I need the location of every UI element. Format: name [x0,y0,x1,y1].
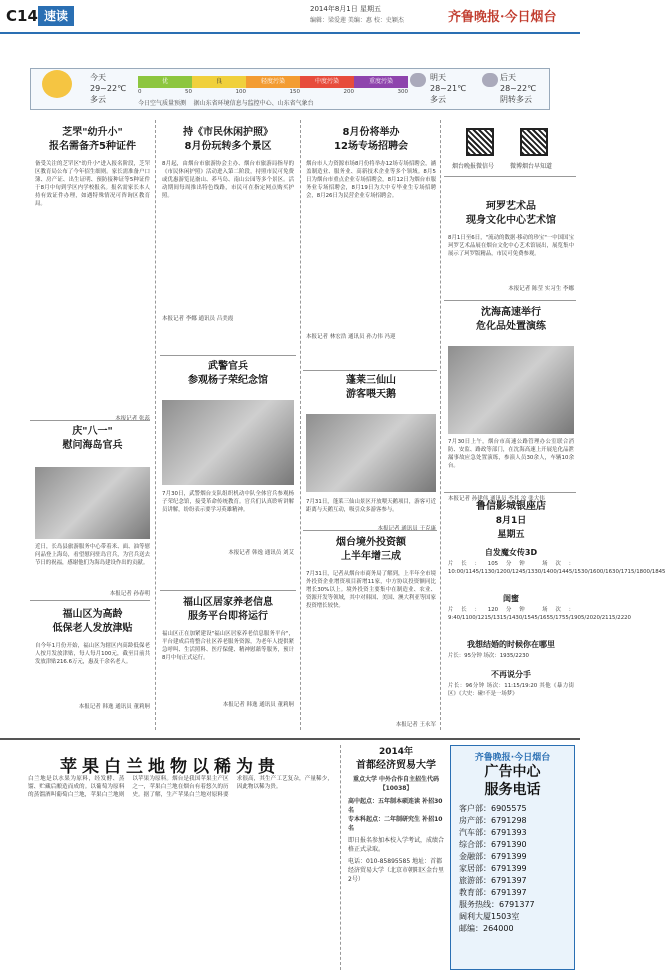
ad-phone-line: 金融部：6791399 [459,852,527,861]
article-divider [444,176,576,177]
cloud-icon [482,73,498,87]
ad-phone-line: 综合部：6791390 [459,840,527,849]
aq-note: 今日空气质量预测 据山东省环境信息与监控中心、山东省气象台 [138,100,314,107]
article-armed-police [162,360,294,556]
ad-tag: 齐鲁晚报·今日烟台 [474,753,551,763]
article-divider [444,300,576,301]
movie-title: 自发魔女传3D [484,548,538,557]
article-title: 福山区居家养老信息 [183,597,273,608]
aq-scale [138,76,408,88]
soldiers-photo [35,467,150,539]
masthead-brand: 齐鲁晚报·今日烟台 [448,10,557,25]
college-point: 高中起点：五年制本硕连读 补招30名 [348,798,443,814]
wechat-qr-icon [466,128,494,156]
weibo-qr-icon [520,128,548,156]
article-title: 芝罘"幼升小" [62,127,123,138]
movie-title: 不再说分手 [491,670,531,679]
article-body: 7月31日，蓬莱三仙山景区开放喂天鹅项目，游客可近距离与天鹅互动，吸引众多游客参与。 [306,499,436,513]
article-title: 福山区为高龄 [62,609,123,620]
article-subtitle: 游客喂天鹅 [346,389,396,400]
article-subtitle: 8月份玩转多个景区 [184,141,272,152]
article-byline: 本报记者 韩逸 通讯员 董莉舸 [222,702,294,708]
article-byline: 本报记者 林宏浩 通讯员 孙力伟 冯迎 [306,334,396,340]
weather-day-after: 后天 28~22℃ 阴转多云 [500,73,537,104]
aq-level-excellent: 优 [138,76,192,88]
today-temp: 29~22℃ [90,84,127,93]
article-byline: 本报记者 李娜 通讯员 吕美霞 [162,316,234,322]
article-subtitle: 低保老人发放津贴 [52,623,133,634]
article-expressway-drill [448,306,574,502]
article-divider [160,355,296,356]
article-leisure-passport [162,126,294,322]
article-subtitle: 上半年增三成 [341,551,401,562]
ad-subtitle: 服务电话 [484,782,541,798]
article-body: 8月起，由烟台市旅游协会主办、烟台市旅游局指导的《市民休闲护照》活动进入第二阶段，持照市民可免费或优惠游览昆嵛山、养马岛、南山公园等多个景区。活动期间每周推出特色线路，市民可在指定网点购买护照。 [162,161,294,199]
article-subtitle: 服务平台即将运行 [188,611,268,622]
aq-level-good: 良 [192,76,246,88]
cloud-icon [410,73,426,87]
article-divider [160,590,296,591]
article-divider [30,600,150,601]
article-subtitle: 报名需备齐5种证件 [49,141,136,152]
cinema-title: 鲁信影城银座店 [476,501,546,512]
college-name: 首都经济贸易大学 [356,760,436,771]
movie-showtimes: 片长：120分钟 场次：9:40/1100/1215/1315/1430/1545/1655/1755/1905/2020/2115/2220 [448,607,631,621]
movie-title: 闺蜜 [503,594,519,603]
ad-phone-line: 旅游部：6791397 [459,876,527,885]
college-intro: 重点大学 中外合作自主招生代码【10038】 [352,776,440,792]
article-body: 8月1日至6日，"流动的数据·移动的珍宝"一中国国宝珂罗艺术品展在烟台文化中心艺术馆展出，展览集中展示了珂罗版精品，市民可免费参观。 [448,235,574,257]
movie-showtimes: 片长：105分钟 场次：10:00/1145/1130/1200/1245/1330/1400/1445/1530/1600/1630/1715/1800/1845 [448,561,666,575]
article-byline: 本报记者 陈莹 实习生 李娜 [508,286,574,292]
article-byline: 本报记者 韩逸 通讯员 董莉舸 [78,704,150,710]
cinema-weekday: 星期五 [497,530,525,540]
article-fushan-platform [162,596,294,708]
movie-title: 我想结婚的时候你在哪里 [467,640,555,649]
section-label: 速读 [38,6,74,26]
aq-level-light: 轻度污染 [246,76,300,88]
article-subtitle: 现身文化中心艺术馆 [466,215,556,226]
article-title: 烟台境外投资额 [336,537,406,548]
ad-address: 阔利大厦1503室 [459,912,520,921]
movie-showtimes: 片长：95分钟 场次：1935/2230 [448,653,529,659]
article-byline: 本报记者 孙建伟 通讯员 李其 汝 张大伟 [448,496,545,502]
ad-phone-line: 教育部：6791397 [459,888,527,897]
article-overseas-investment [306,536,436,728]
article-title: 庆"八一" [72,426,113,437]
article-body: 备受关注的芝罘区"幼升小"进入报名阶段，芝罘区教育局公布了今年招生细则。家长需准备户口簿、房产证、出生证明、预防接种证等5种证件于8月中旬到学区内学校报名。报名需家长本人持有效证件办理，如遇特殊情况可咨询区教育局。 [35,161,150,207]
swans-photo [306,414,436,492]
weather-today [90,72,126,105]
section-divider [0,738,580,740]
college-contact: 电话：010-85895585 地址：首都经济贸易大学（北京市朝阳区金台里2号） [348,858,445,883]
article-title: 蓬莱三仙山 [346,375,396,386]
article-title: 沈海高速举行 [481,307,541,318]
weather-tomorrow: 明天 28~21℃ 多云 [430,73,467,104]
article-subtitle: 12场专场招聘会 [334,141,408,152]
article-byline: 本报记者 韩逸 通讯员 刘艾 [228,550,294,556]
article-byline: 本报记者 王永军 [395,722,436,728]
aq-ticks: 0 50 100 150 200 300 [138,89,408,95]
sun-icon [42,70,72,98]
ad-phone-line: 汽车部：6791393 [459,828,527,837]
memorial-photo [162,400,294,485]
article-body: 7月30日上午，烟台市高速公路管理办公室联合消防、安监、路政等部门，在沈海高速上开展危化品泄漏事故应急处置演练，参演人员30余人，车辆10余台。 [448,439,574,469]
column-divider [440,120,441,730]
cinema-listing [448,500,666,706]
article-body: 福山区正在加紧建设"福山区居家养老信息服务平台"，平台建成后将整合社区养老服务资源，为老年人提供紧急呼叫、生活照料、医疗保健、精神慰藉等服务，预计8月中旬正式运行。 [162,631,294,661]
issue-date: 2014年8月1日 星期五 [310,5,381,13]
college-year: 2014年 [378,747,414,757]
today-label: 今天 [90,73,106,82]
article-divider [30,420,150,421]
ad-phone-line: 家居部：6791399 [459,864,527,873]
article-penglai-swans [306,374,436,532]
ad-phone-line: 房产部：6791298 [459,816,527,825]
column-divider [300,120,301,730]
college-note: 即日报名参加本校入学考试，成绩合格正式录取。 [348,837,445,853]
ad-postcode: 邮编：264000 [459,924,514,933]
drill-truck-photo [448,346,574,434]
movie-showtimes: 片长：96分钟 场次：11:15/19:20 其他《暴力街区》《大史：碰!不是一场梦》 [448,683,574,697]
college-ad [348,745,444,884]
article-body: 7月30日，武警烟台支队组织机动中队全体官兵参观杨子荣纪念馆，接受革命传统教育。官兵们认真聆听讲解员讲解，纷纷表示要学习英雄精神。 [162,491,294,513]
ad-service-box [450,745,575,970]
article-body: 自今年1月份开始，福山区为辖区内高龄低保老人按月发放津贴，每人每月100元，截至目前共发放津贴216.6万元，惠及千余名老人。 [35,643,150,665]
article-title: 武警官兵 [208,361,248,372]
article-body: 烟台市人力资源市场8月份将举办12场专场招聘会，涵盖制造业、服务业、高新技术企业等多个领域。8月5日为烟台市重点企业专场招聘会，8月12日为烟台市服务业专场招聘会，8月19日为大中专毕业生专场招聘会，8月26日为民营企业专场招聘会。 [306,161,436,199]
article-body: 7月31日，记者从烟台市商务局了解到，上半年全市境外投资企业增资项目新增11家，中方协议投资额同比增长30%以上。境外投资主要集中在制造业、农业、资源开发等领域，其中对韩国、美国、澳大利亚等国家投资增长较快。 [306,571,436,609]
college-point: 专本科起点：二年制研究生 补招10名 [348,816,443,832]
article-divider [444,492,576,493]
ad-phone-line: 客户部：6905575 [459,804,527,813]
article-art-exhibition [448,200,574,292]
article-fushan-subsidy [35,608,150,710]
column-divider [155,120,156,730]
cinema-date: 8月1日 [495,516,527,526]
editor-credits: 编辑：梁爱莲 美编：惠 校：史颖杰 [310,17,404,24]
article-byline: 本报记者 通讯员 于克康 [377,526,436,532]
article-title: 珂罗艺术品 [486,201,536,212]
article-byline: 本报记者 孙春明 [109,591,150,597]
ad-title: 广告中心 [484,764,541,780]
article-youshengxiao [35,126,150,422]
page-number: C14 [6,7,38,25]
ad-phone-line: 服务热线：6791377 [459,900,535,909]
article-job-fairs [306,126,436,340]
article-subtitle: 危化品处置演练 [476,321,546,332]
weibo-label: 微博烟台早知道 [510,163,553,170]
page-header [0,0,580,34]
article-subtitle: 参观杨子荣纪念馆 [188,375,268,386]
feature-body: 白兰地是以水果为原料，经发酵、蒸馏、贮藏后酿造而成的。以葡萄为原料的蒸馏酒叫葡萄白兰地，苹果白兰地则以苹果为原料。烟台是我国苹果主产区之一，苹果白兰地在烟台有着悠久的历史。据了解，生产苹果白兰地对原料要求很高，其生产工艺复杂，产量稀少，因此物以稀为贵。 [28,776,333,798]
article-baiyi [35,425,150,597]
article-byline: 本报记者 张蕊 [115,416,150,422]
article-title: 持《市民休闲护照》 [183,127,273,138]
aq-level-heavy: 重度污染 [354,76,408,88]
feature-headline: 苹果白兰地物以稀为贵 [60,757,280,777]
article-subtitle: 慰问海岛官兵 [62,440,123,451]
column-divider [340,745,341,970]
today-sky: 多云 [90,95,106,104]
article-body: 近日，长岛县旅游服务中心带着米、面、油等慰问品登上海岛，看望慰问驻岛官兵，为官兵送去节日的祝福，感谢他们为海岛建设作出的贡献。 [35,544,150,566]
article-title: 8月份将举办 [342,127,400,138]
wechat-label: 烟台晚报微信号 [452,163,495,170]
article-divider [303,370,437,371]
article-divider [303,530,437,531]
aq-level-moderate: 中度污染 [300,76,354,88]
